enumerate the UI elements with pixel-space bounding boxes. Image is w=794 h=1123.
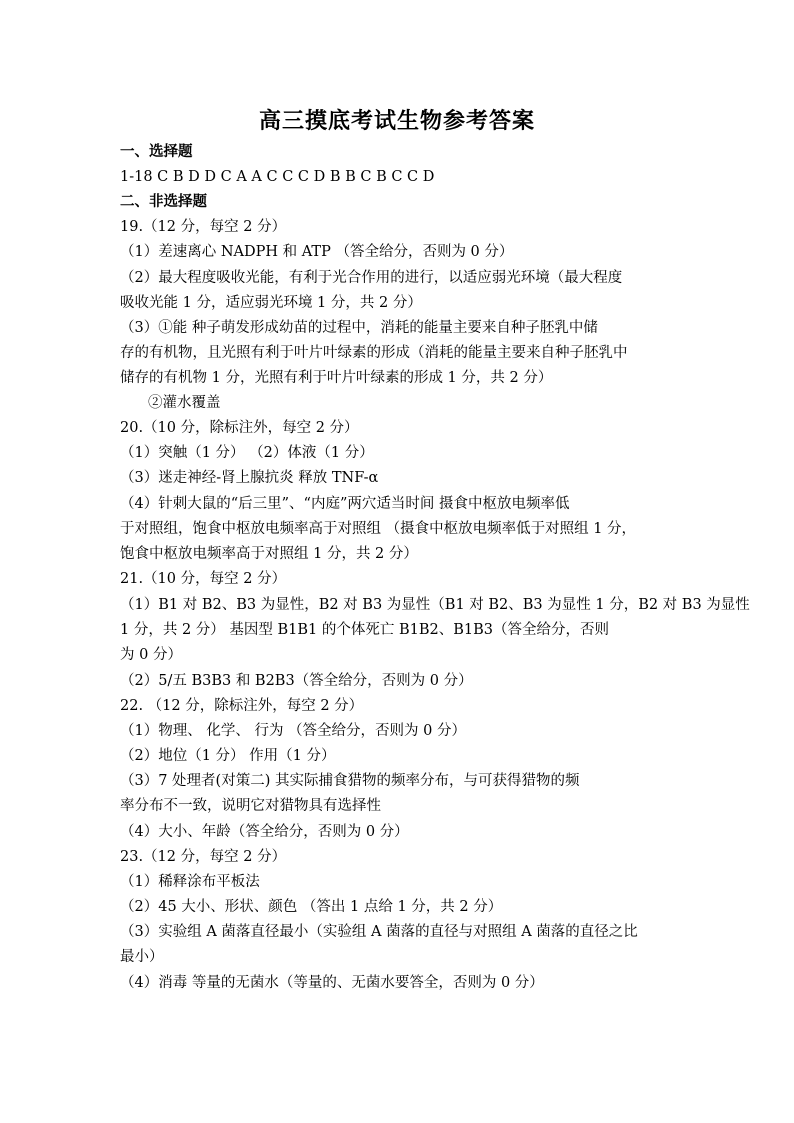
q19-answer-line: ②灌水覆盖	[148, 395, 221, 411]
q21-answer-line: （2）5/五 B3B3 和 B2B3（答全给分，否则为 0 分）	[120, 673, 473, 689]
q19-answer-line: 存的有机物，且光照有利于叶片叶绿素的形成（消耗的能量主要来自种子胚乳中	[120, 345, 628, 361]
q19-answer-line: （3）①能 种子萌发形成幼苗的过程中，消耗的能量主要来自种子胚乳中储	[120, 320, 598, 336]
q22-answer-line: （1）物理、 化学、 行为 （答全给分，否则为 0 分）	[120, 723, 466, 739]
q19-answer-line: （2）最大程度吸收光能，有利于光合作用的进行，以适应弱光环境（最大程度	[120, 270, 623, 286]
q21-answer-line: 1 分，共 2 分） 基因型 B1B1 的个体死亡 B1B2、B1B3（答全给分，否则	[120, 622, 609, 638]
q20-answer-line: 饱食中枢放电频率高于对照组 1 分，共 2 分）	[120, 546, 418, 562]
q20-answer-line: 于对照组，饱食中枢放电频率高于对照组 （摄食中枢放电频率低于对照组 1 分，	[120, 521, 637, 537]
q19-answer-line: （1）差速离心 NADPH 和 ATP （答全给分，否则为 0 分）	[120, 244, 514, 260]
q21-answer-line: 为 0 分）	[120, 647, 182, 663]
q22-answer-line: （4）大小、年龄（答全给分，否则为 0 分）	[120, 824, 409, 840]
q19-answer-line: 吸收光能 1 分，适应弱光环境 1 分，共 2 分）	[120, 295, 422, 311]
q23-answer-line: （4）消毒 等量的无菌水（等量的、无菌水要答全，否则为 0 分）	[120, 975, 544, 991]
q22-answer-line: （2）地位（1 分） 作用（1 分）	[120, 748, 336, 764]
section-heading-nonchoice: 二、非选择题	[120, 194, 207, 210]
q20-answer-line: （1）突触（1 分） （2）体液（1 分）	[120, 445, 374, 461]
q23-answer-line: （1）稀释涂布平板法	[120, 874, 260, 890]
page-title: 高三摸底考试生物参考答案	[258, 109, 535, 134]
q21-answer-line: （1）B1 对 B2、B3 为显性，B2 对 B3 为显性（B1 对 B2、B3 为显性 1 分，B2 对 B3 为显性	[120, 597, 750, 613]
q20-answer-line: （3）迷走神经-肾上腺抗炎 释放 TNF-α	[120, 470, 379, 486]
section-heading-choice: 一、选择题	[120, 144, 193, 160]
q23-answer-line: （3）实验组 A 菌落直径最小（实验组 A 菌落的直径与对照组 A 菌落的直径之比	[120, 924, 638, 940]
choice-answers: 1-18 C B D D C A A C C C D B B C B C C D	[120, 169, 435, 185]
q19-header: 19.（12 分，每空 2 分）	[120, 219, 287, 235]
q23-answer-line: 最小）	[120, 949, 164, 965]
q22-answer-line: （3）7 处理者(对策二) 其实际捕食猎物的频率分布，与可获得猎物的频	[120, 773, 580, 789]
q23-header: 23.（12 分，每空 2 分）	[120, 849, 287, 865]
q20-header: 20.（10 分，除标注外，每空 2 分）	[120, 420, 359, 436]
q19-answer-line: 储存的有机物 1 分，光照有利于叶片叶绿素的形成 1 分，共 2 分）	[120, 370, 553, 386]
q21-header: 21.（10 分，每空 2 分）	[120, 571, 287, 587]
q23-answer-line: （2）45 大小、形状、颜色 （答出 1 点给 1 分，共 2 分）	[120, 899, 503, 915]
q22-header: 22. （12 分，除标注外，每空 2 分）	[120, 698, 364, 714]
q20-answer-line: （4）针刺大鼠的“后三里”、“内庭”两穴适当时间 摄食中枢放电频率低	[120, 496, 570, 512]
q22-answer-line: 率分布不一致，说明它对猎物具有选择性	[120, 798, 381, 814]
